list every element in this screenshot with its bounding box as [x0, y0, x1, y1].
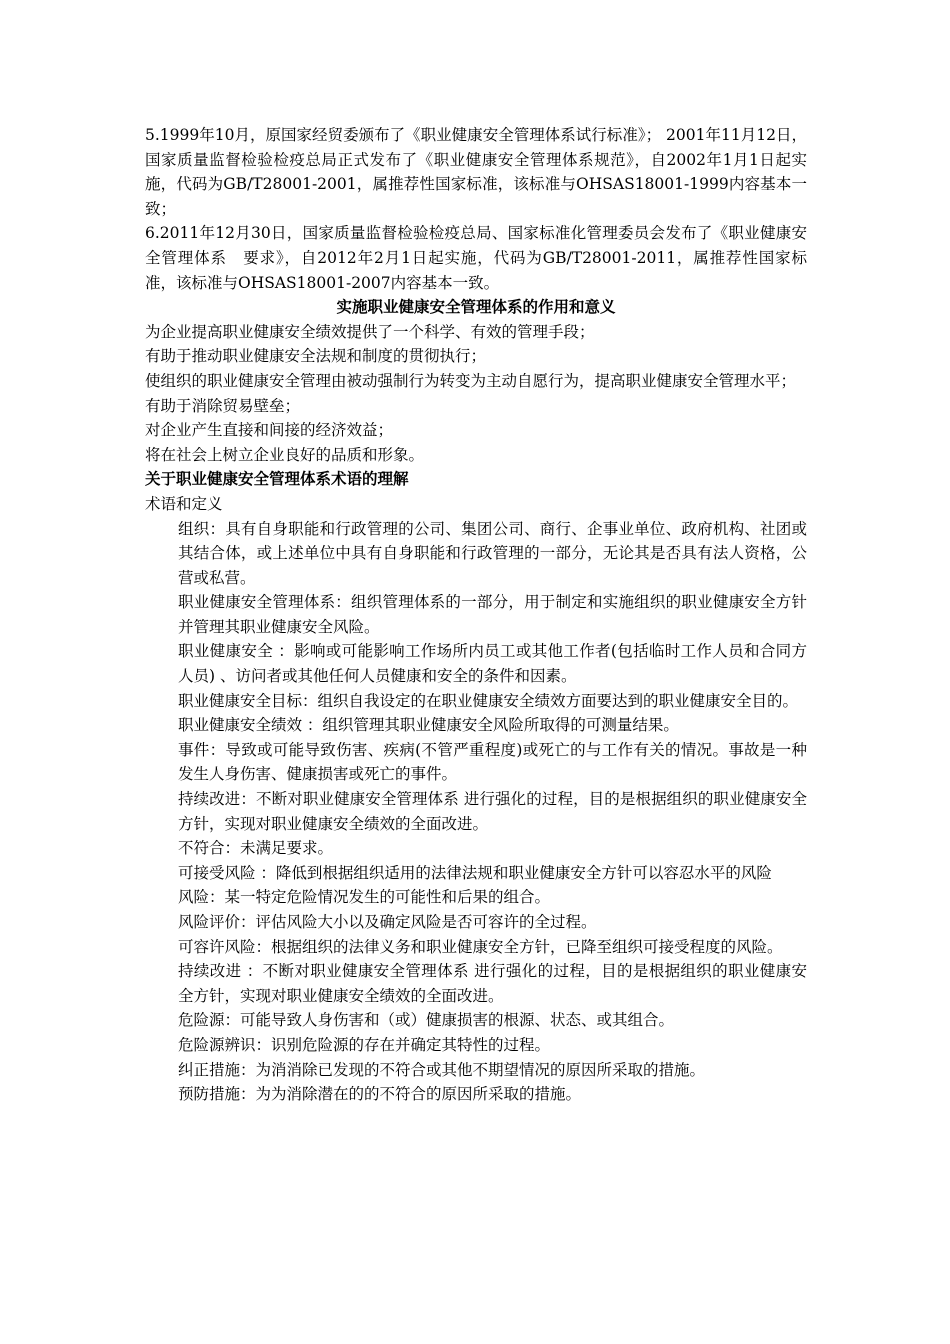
term-ohs-objective: 职业健康安全目标：组织自我设定的在职业健康安全绩效方面要达到的职业健康安全目的。: [178, 691, 799, 710]
term-hazard-identification: 危险源辨识：识别危险源的存在并确定其特性的过程。: [178, 1035, 551, 1054]
term-ohs-performance: 职业健康安全绩效 ：组织管理其职业健康安全风险所取得的可测量结果。: [178, 716, 679, 735]
significance-item: 对企业产生直接和间接的经济效益；: [145, 421, 394, 440]
term-acceptable-risk: 可接受风险 ：降低到根据组织适用的法律法规和职业健康安全方针可以容忍水平的风险: [178, 863, 772, 882]
history-paragraph-6: 6.2011年12月30日，国家质量监督检验检疫总局、国家标准化管理委员会发布了《职业健康安全管理体系 要求》，自2012年2月1日起实施，代码为GB/T28001-2011，属推荐性国家标准，该标准与OHSAS18001-2007内容基本一致。: [145, 224, 807, 292]
significance-item: 有助于消除贸易壁垒；: [145, 396, 301, 415]
term-definition-list: [145, 517, 807, 1107]
term-risk: 风险：某一特定危险情况发生的可能性和后果的组合。: [178, 888, 551, 907]
term-ohs: 职业健康安全 ：影响或可能影响工作场所内员工或其他工作者(包括临时工作人员和合同方人员) 、访问者或其他任何人员健康和安全的条件和因素。: [178, 642, 807, 686]
term-preventive-action: 预防措施：为为消除潜在的的不符合的原因所采取的措施。: [178, 1085, 582, 1104]
significance-heading: 实施职业健康安全管理体系的作用和意义: [336, 297, 616, 317]
terms-heading: 关于职业健康安全管理体系术语的理解: [145, 469, 409, 489]
significance-item: 将在社会上树立企业良好的品质和形象。: [145, 445, 425, 464]
significance-item: 使组织的职业健康安全管理由被动强制行为转变为主动自愿行为，提高职业健康安全管理水平；: [145, 371, 797, 390]
term-continual-improvement: 持续改进：不断对职业健康安全管理体系 进行强化的过程，目的是根据组织的职业健康安全方针，实现对职业健康安全绩效的全面改进。: [178, 790, 807, 833]
term-organization: 组织：具有自身职能和行政管理的公司、集团公司、商行、企事业单位、政府机构、社团或其结合体，或上述单位中具有自身职能和行政管理的一部分，无论其是否具有法人资格，公营或私营。: [178, 519, 807, 587]
document-body: [145, 123, 807, 1107]
term-ohs-management-system: 职业健康安全管理体系：组织管理体系的一部分，用于制定和实施组织的职业健康安全方针并管理其职业健康安全风险。: [178, 593, 807, 636]
term-nonconformity: 不符合：未满足要求。: [178, 839, 334, 858]
term-risk-assessment: 风险评价：评估风险大小以及确定风险是否可容许的全过程。: [178, 913, 597, 931]
term-incident: 事件：导致或可能导致伤害、疾病(不管严重程度)或死亡的与工作有关的情况。事故是一种发生人身伤害、健康损害或死亡的事件。: [178, 740, 807, 784]
term-corrective-action: 纠正措施：为消消除已发现的不符合或其他不期望情况的原因所采取的措施。: [178, 1060, 706, 1079]
history-paragraph-5: 5.1999年10月，原国家经贸委颁布了《职业健康安全管理体系试行标准》； 2001年11月12日，国家质量监督检验检疫总局正式发布了《职业健康安全管理体系规范》，自2002年1月1日起实施，代码为GB/T28001-2001，属推荐性国家标准，该标准与OHSAS18001-1999内容基本一致；: [145, 126, 807, 218]
term-continual-improvement-2: 持续改进 ：不断对职业健康安全管理体系 进行强化的过程，目的是根据组织的职业健康安全方针，实现对职业健康安全绩效的全面改进。: [178, 962, 807, 1005]
term-tolerable-risk: 可容许风险：根据组织的法律义务和职业健康安全方针，已降至组织可接受程度的风险。: [178, 937, 783, 956]
terms-subheading: 术语和定义: [145, 494, 223, 513]
significance-item: 为企业提高职业健康安全绩效提供了一个科学、有效的管理手段；: [145, 322, 595, 341]
significance-item: 有助于推动职业健康安全法规和制度的贯彻执行；: [145, 347, 487, 366]
term-hazard: 危险源：可能导致人身伤害和（或）健康损害的根源、状态、或其组合。: [178, 1011, 675, 1030]
